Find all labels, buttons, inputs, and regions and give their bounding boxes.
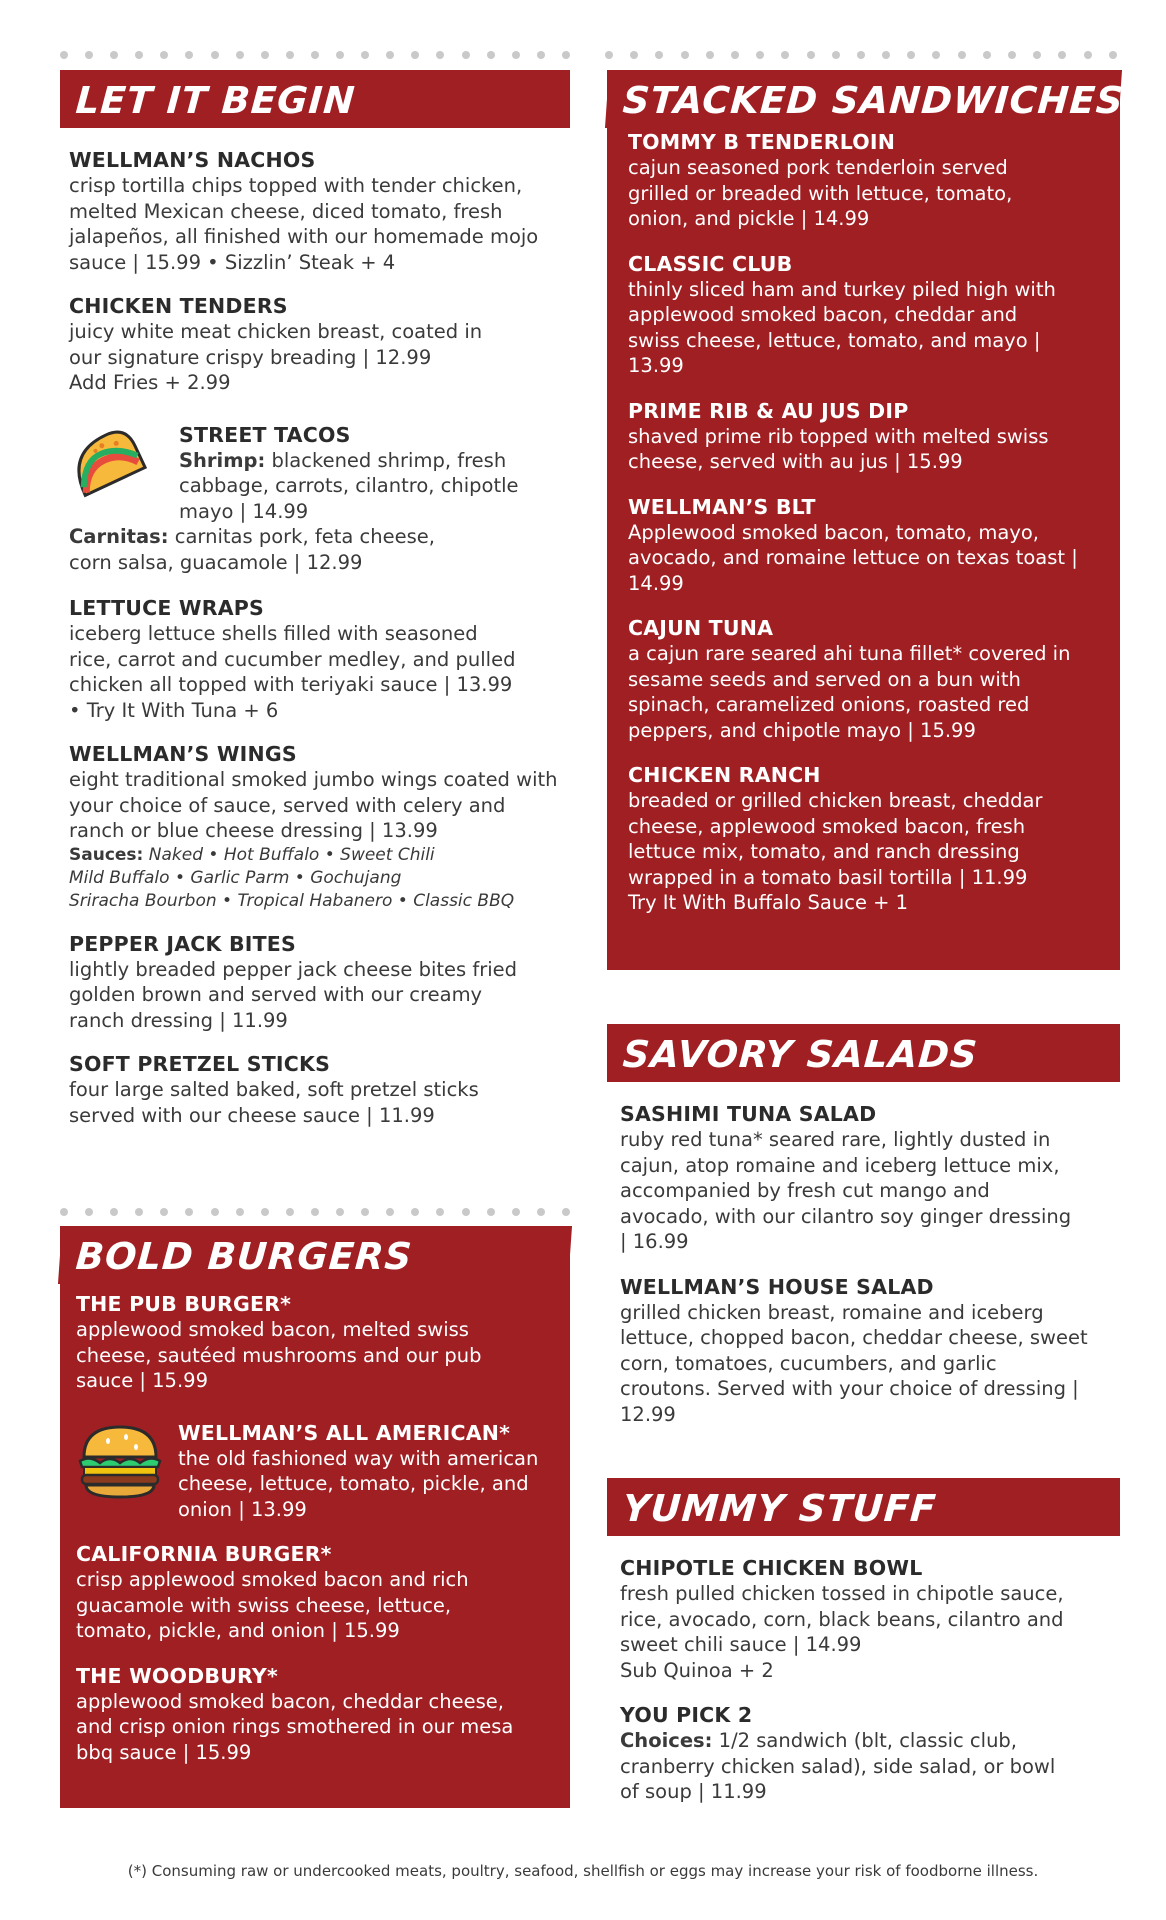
item-name: CHIPOTLE CHICKEN BOWL — [620, 1556, 923, 1580]
menu-item-wellmans-blt — [628, 495, 1108, 597]
section-title: STACKED SANDWICHES — [605, 70, 1122, 128]
item-name: YOU PICK 2 — [620, 1703, 753, 1727]
taco-icon — [67, 425, 149, 511]
menu-item-house-salad — [620, 1275, 1108, 1428]
item-description: ruby red tuna* seared rare, lightly dusted in cajun, atop romaine and iceberg lettuce mix, accompanied by fresh cut mango and avocado, with our cilantro soy ginger dressing | 16.99 — [620, 1128, 1072, 1253]
section-heading — [60, 70, 570, 128]
section-title: BOLD BURGERS — [58, 1226, 572, 1284]
section-title: YUMMY STUFF — [607, 1478, 1120, 1536]
item-choices — [620, 1728, 1060, 1805]
item-description: lightly breaded pepper jack cheese bites fried golden brown and served with our creamy ranch dressing | 11.99 — [69, 957, 518, 1032]
section-heading — [607, 1478, 1120, 1536]
section-heading — [607, 1024, 1120, 1082]
menu-item-sashimi-tuna-salad — [620, 1102, 1108, 1255]
menu-item-street-tacos — [69, 423, 560, 576]
section-stacked-sandwiches — [607, 70, 1126, 970]
item-name: CHICKEN TENDERS — [69, 294, 288, 318]
sauce-line: Mild Buffalo • Garlic Parm • Gochujang — [69, 867, 402, 888]
item-name: WELLMAN’S NACHOS — [69, 148, 316, 172]
section-title: SAVORY SALADS — [607, 1024, 1120, 1082]
item-extra: Add Fries + 2.99 — [69, 371, 231, 394]
item-description: grilled chicken breast, romaine and iceberg lettuce, chopped bacon, cheddar cheese, sweet corn, tomatoes, cucumbers, and garlic croutons. Served with your choice of dressing | 12.99 — [620, 1300, 1088, 1426]
item-extra: Sub Quinoa + 2 — [620, 1658, 774, 1682]
menu-item-tommy-b-tenderloin — [628, 130, 1108, 232]
menu-item-all-american — [76, 1421, 558, 1523]
section-let-it-begin — [60, 70, 570, 1128]
item-description: cajun seasoned pork tenderloin served grilled or breaded with lettuce, tomato, onion, and pickle | 14.99 — [628, 156, 1013, 230]
item-variant-carnitas — [69, 524, 469, 575]
menu-item-chicken-tenders — [69, 294, 560, 396]
dotted-divider-top-right — [605, 50, 1117, 60]
item-name: TOMMY B TENDERLOIN — [628, 130, 896, 154]
item-description: crisp applewood smoked bacon and rich guacamole with swiss cheese, lettuce, tomato, pickle, and onion | 15.99 — [76, 1568, 469, 1642]
section-savory-salads — [607, 1024, 1120, 1427]
section-title: LET IT BEGIN — [60, 70, 570, 128]
item-description: applewood smoked bacon, melted swiss cheese, sautéed mushrooms and our pub sauce | 15.99 — [76, 1318, 482, 1392]
footnote: (*) Consuming raw or undercooked meats, poultry, seafood, shellfish or eggs may increase your risk of foodborne illness. — [127, 1862, 1039, 1880]
menu-item-chipotle-chicken-bowl — [620, 1556, 1108, 1683]
choices-description: 1/2 sandwich (blt, classic club, cranberry chicken salad), side salad, or bowl of soup | 11.99 — [620, 1729, 1056, 1803]
item-name: PEPPER JACK BITES — [69, 931, 296, 956]
item-name: WELLMAN’S HOUSE SALAD — [620, 1274, 934, 1299]
dotted-divider-top-left — [60, 50, 570, 60]
item-variant-shrimp — [179, 448, 519, 525]
item-description: juicy white meat chicken breast, coated in our signature crispy breading | 12.99 — [69, 320, 483, 369]
item-description: a cajun rare seared ahi tuna fillet* covered in sesame seeds and served on a bun with spinach, caramelized onions, roasted red peppers, and chipotle mayo | 15.99 — [628, 642, 1071, 742]
menu-item-lettuce-wraps — [69, 596, 560, 723]
variant-label: Carnitas: — [69, 525, 169, 548]
sauce-label: Sauces: — [69, 844, 144, 865]
menu-item-nachos — [69, 148, 560, 275]
menu-item-you-pick-2 — [620, 1703, 1108, 1805]
item-name: THE WOODBURY* — [76, 1663, 278, 1688]
menu-item-pepper-jack-bites — [69, 932, 560, 1034]
choices-label: Choices: — [620, 1729, 713, 1752]
item-description: Applewood smoked bacon, tomato, mayo, avocado, and romaine lettuce on texas toast | 14.99 — [628, 520, 1078, 595]
item-description: applewood smoked bacon, cheddar cheese, and crisp onion rings smothered in our mesa bbq sauce | 15.99 — [76, 1689, 514, 1764]
burger-icon — [74, 1419, 166, 1505]
variant-label: Shrimp: — [179, 448, 266, 472]
menu-item-chicken-ranch — [628, 763, 1108, 916]
item-name: SASHIMI TUNA SALAD — [620, 1102, 877, 1126]
sauce-line: Sriracha Bourbon • Tropical Habanero • Classic BBQ — [69, 890, 515, 911]
item-name: CHICKEN RANCH — [628, 763, 821, 787]
menu-item-pretzel-sticks — [69, 1052, 560, 1128]
menu-item-woodbury — [76, 1664, 558, 1766]
item-name: PRIME RIB & AU JUS DIP — [628, 398, 909, 423]
menu-item-wings — [69, 742, 560, 913]
item-description: fresh pulled chicken tossed in chipotle sauce, rice, avocado, corn, black beans, cilantro and sweet chili sauce | 14.99 — [620, 1582, 1064, 1656]
item-name: CALIFORNIA BURGER* — [76, 1542, 332, 1566]
item-description: breaded or grilled chicken breast, cheddar cheese, applewood smoked bacon, fresh lettuce mix, tomato, and ranch dressing wrapped in a tomato basil tortilla | 11.99 — [628, 789, 1043, 889]
item-name: WELLMAN’S ALL AMERICAN* — [178, 1420, 511, 1445]
section-yummy-stuff — [607, 1478, 1120, 1805]
item-name: WELLMAN’S BLT — [628, 494, 816, 519]
menu-item-classic-club — [628, 252, 1108, 379]
item-description: crisp tortilla chips topped with tender chicken, melted Mexican cheese, diced tomato, fresh jalapeños, all finished with our homemade mojo sauce | 15.99 • Sizzlin’ Steak + 4 — [69, 174, 539, 274]
item-description: iceberg lettuce shells filled with seasoned rice, carrot and cucumber medley, and pulled chicken all topped with teriyaki sauce | 13.99 • Try It With Tuna + 6 — [69, 622, 516, 722]
item-description: thinly sliced ham and turkey piled high with applewood smoked bacon, cheddar and swiss cheese, lettuce, tomato, and mayo | 13.99 — [628, 277, 1056, 377]
section-bold-burgers — [60, 1226, 570, 1808]
item-name: CLASSIC CLUB — [628, 251, 793, 276]
variant-description: blackened shrimp, fresh cabbage, carrots, cilantro, chipotle mayo | 14.99 — [179, 448, 519, 523]
item-name: THE PUB BURGER* — [76, 1292, 292, 1316]
dotted-divider-burgers — [60, 1207, 570, 1217]
menu-item-california-burger — [76, 1542, 558, 1644]
item-name: STREET TACOS — [179, 422, 351, 447]
item-extra: Try It With Buffalo Sauce + 1 — [628, 891, 909, 914]
item-name: LETTUCE WRAPS — [69, 596, 264, 620]
item-description: shaved prime rib topped with melted swiss cheese, served with au jus | 15.99 — [628, 424, 1049, 473]
menu-item-cajun-tuna — [628, 616, 1108, 743]
sauce-line: Naked • Hot Buffalo • Sweet Chili — [148, 844, 435, 865]
item-description: eight traditional smoked jumbo wings coated with your choice of sauce, served with celery and ranch or blue cheese dressing | 13.99 — [69, 768, 558, 842]
item-name: WELLMAN’S WINGS — [69, 742, 297, 766]
item-name: SOFT PRETZEL STICKS — [69, 1052, 331, 1076]
menu-item-pub-burger — [76, 1292, 558, 1394]
menu-item-prime-rib-dip — [628, 399, 1108, 475]
item-name: CAJUN TUNA — [628, 616, 774, 640]
item-description: the old fashioned way with american cheese, lettuce, tomato, pickle, and onion | 13.99 — [178, 1446, 539, 1521]
variant-description: carnitas pork, feta cheese, corn salsa, guacamole | 12.99 — [69, 525, 435, 574]
item-description: four large salted baked, soft pretzel sticks served with our cheese sauce | 11.99 — [69, 1078, 479, 1127]
sauce-list — [69, 844, 560, 867]
